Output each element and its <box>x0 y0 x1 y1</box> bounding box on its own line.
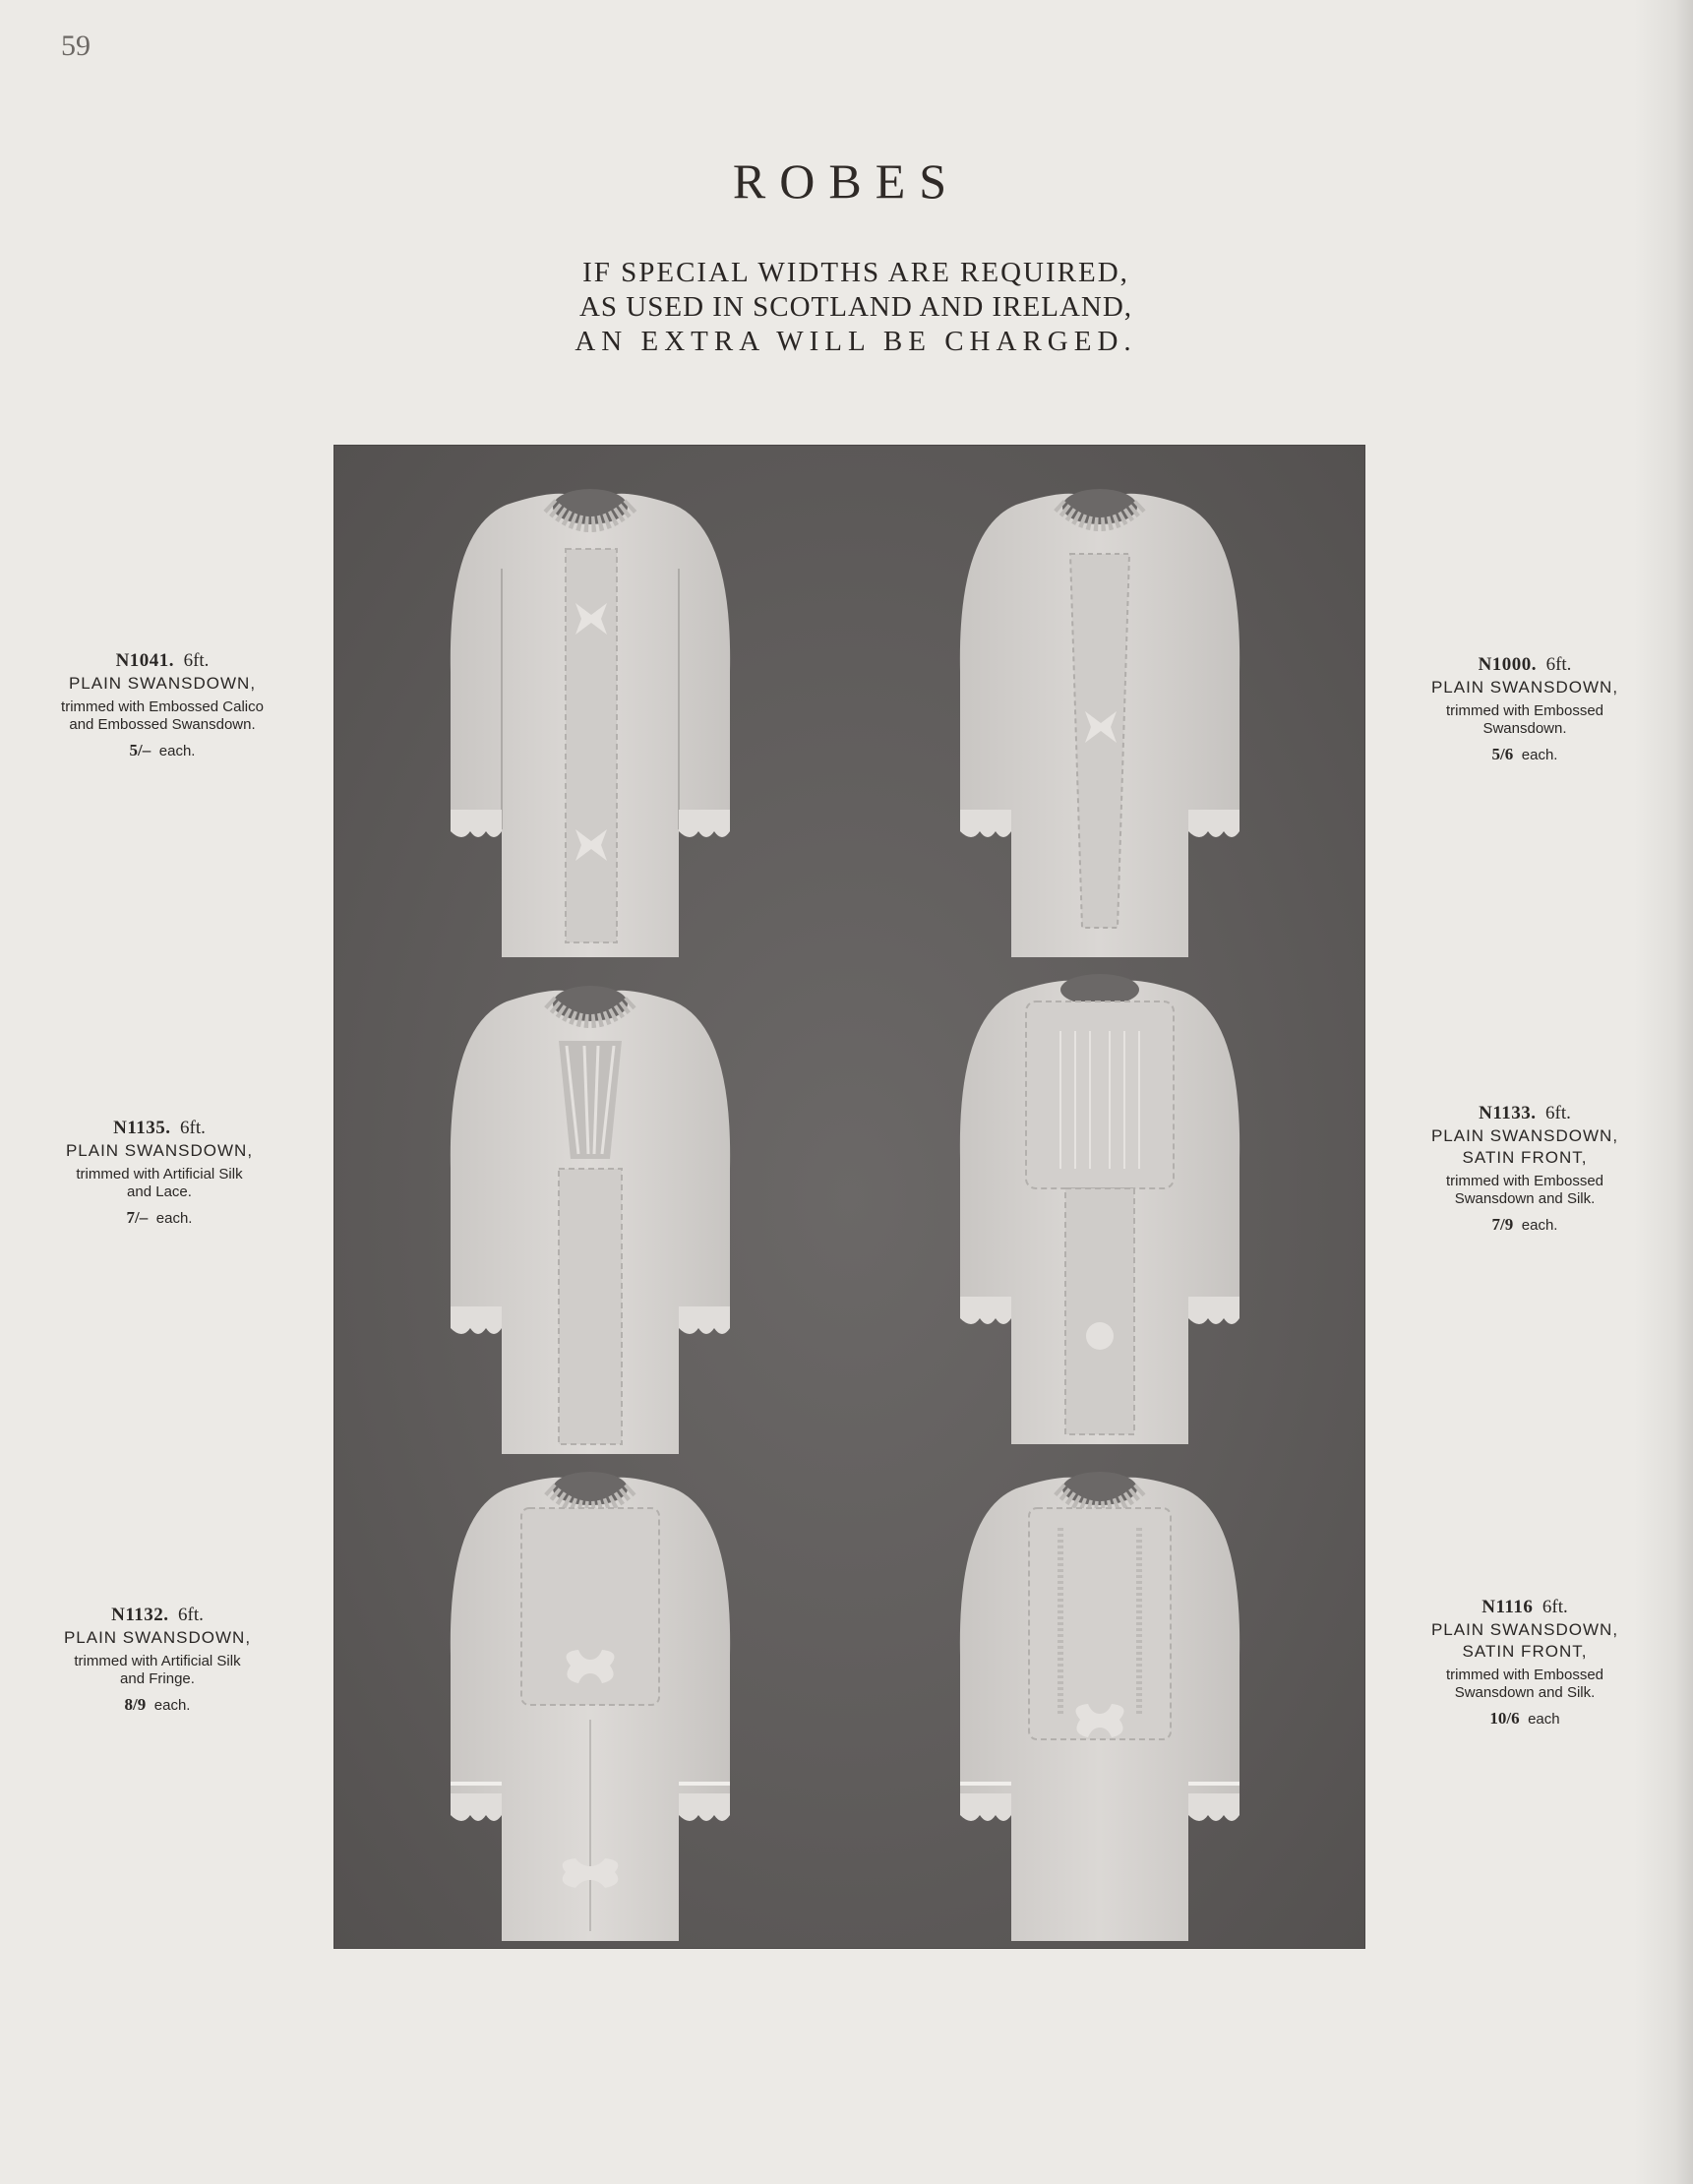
item-size: 6ft. <box>1545 1103 1571 1123</box>
page-number: 59 <box>61 30 91 62</box>
item-unit: each. <box>158 743 196 759</box>
item-price-line <box>1377 1214 1672 1237</box>
caption-n1041 <box>15 649 310 762</box>
robe-image-n1133 <box>952 962 1247 1444</box>
item-trim-line: Swansdown and Silk. <box>1454 1684 1596 1701</box>
item-unit: each <box>1528 1711 1560 1728</box>
item-unit: each. <box>153 1697 191 1714</box>
item-trim-line: and Fringe. <box>120 1670 195 1687</box>
item-size: 6ft. <box>180 1118 206 1138</box>
item-code: N1133. <box>1479 1103 1537 1123</box>
robe-image-n1135 <box>443 972 738 1454</box>
item-price-line <box>1377 1708 1672 1730</box>
item-name: PLAIN SWANSDOWN, <box>1430 1126 1619 1145</box>
item-name: SATIN FRONT, <box>1462 1642 1588 1661</box>
item-price: 5/6 <box>1491 745 1514 763</box>
item-price-line <box>12 1207 307 1230</box>
item-size: 6ft. <box>1545 654 1572 675</box>
robes-photo-plate <box>334 446 1364 1948</box>
item-code-line <box>10 1604 305 1627</box>
caption-n1132 <box>10 1604 305 1717</box>
page-title: ROBES <box>732 153 961 209</box>
notice-block <box>492 256 1220 359</box>
item-trim <box>1377 1667 1672 1702</box>
item-price: 8/9 <box>124 1695 147 1714</box>
item-code: N1116 <box>1481 1597 1534 1617</box>
item-trim-line: trimmed with Artificial Silk <box>74 1653 241 1669</box>
item-trim-line: trimmed with Embossed Calico <box>61 698 264 715</box>
item-code-line <box>1377 1596 1672 1619</box>
item-trim <box>1377 702 1672 738</box>
item-unit: each. <box>1521 747 1558 763</box>
item-trim <box>10 1653 305 1688</box>
item-trim-line: and Embossed Swansdown. <box>69 716 256 733</box>
item-trim-line: and Lace. <box>127 1183 192 1200</box>
item-price-line <box>10 1694 305 1717</box>
robe-image-n1132 <box>443 1459 738 1941</box>
item-price: 10/6 <box>1489 1709 1520 1728</box>
item-trim-line: trimmed with Embossed <box>1445 1667 1604 1683</box>
notice-line: IF SPECIAL WIDTHS ARE REQUIRED, <box>582 257 1129 288</box>
caption-n1135 <box>12 1117 307 1230</box>
caption-n1116 <box>1377 1596 1672 1730</box>
item-code-line <box>1377 1102 1672 1125</box>
robe-image-n1116 <box>952 1459 1247 1941</box>
item-name: PLAIN SWANSDOWN, <box>63 1628 252 1647</box>
page-edge-shadow <box>1634 0 1693 2184</box>
item-size: 6ft. <box>183 650 210 671</box>
caption-n1133 <box>1377 1102 1672 1237</box>
item-price-line <box>1377 744 1672 766</box>
item-size: 6ft. <box>178 1605 204 1625</box>
item-name: PLAIN SWANSDOWN, <box>65 1141 254 1160</box>
item-code: N1132. <box>111 1605 169 1625</box>
item-name: PLAIN SWANSDOWN, <box>1430 678 1619 697</box>
item-trim-line: trimmed with Embossed <box>1445 702 1604 719</box>
item-code: N1041. <box>115 650 175 671</box>
item-unit: each. <box>1521 1217 1558 1234</box>
item-code-line <box>1377 653 1672 677</box>
robe-image-n1041 <box>443 475 738 957</box>
robe-image-n1000 <box>952 475 1247 957</box>
item-price-line <box>15 740 310 762</box>
item-code-line <box>12 1117 307 1140</box>
item-trim <box>12 1166 307 1201</box>
item-trim <box>1377 1173 1672 1208</box>
item-trim <box>15 698 310 734</box>
item-trim-line: Swansdown. <box>1482 720 1567 737</box>
item-code: N1000. <box>1478 654 1538 675</box>
item-price: 5/– <box>129 741 151 759</box>
item-trim-line: trimmed with Artificial Silk <box>76 1166 243 1183</box>
item-trim-line: trimmed with Embossed <box>1445 1173 1604 1189</box>
item-trim-line: Swansdown and Silk. <box>1454 1190 1596 1207</box>
item-name: PLAIN SWANSDOWN, <box>68 674 257 693</box>
item-code-line <box>15 649 310 673</box>
item-name: SATIN FRONT, <box>1462 1148 1588 1167</box>
item-name: PLAIN SWANSDOWN, <box>1430 1620 1619 1639</box>
item-price: 7/9 <box>1491 1215 1514 1234</box>
caption-n1000 <box>1377 653 1672 766</box>
item-code: N1135. <box>113 1118 171 1138</box>
notice-line: AN EXTRA WILL BE CHARGED. <box>574 326 1137 357</box>
item-size: 6ft. <box>1542 1597 1568 1617</box>
item-price: 7/– <box>126 1208 149 1227</box>
notice-line: AS USED IN SCOTLAND AND IRELAND, <box>578 291 1133 323</box>
item-unit: each. <box>155 1210 193 1227</box>
